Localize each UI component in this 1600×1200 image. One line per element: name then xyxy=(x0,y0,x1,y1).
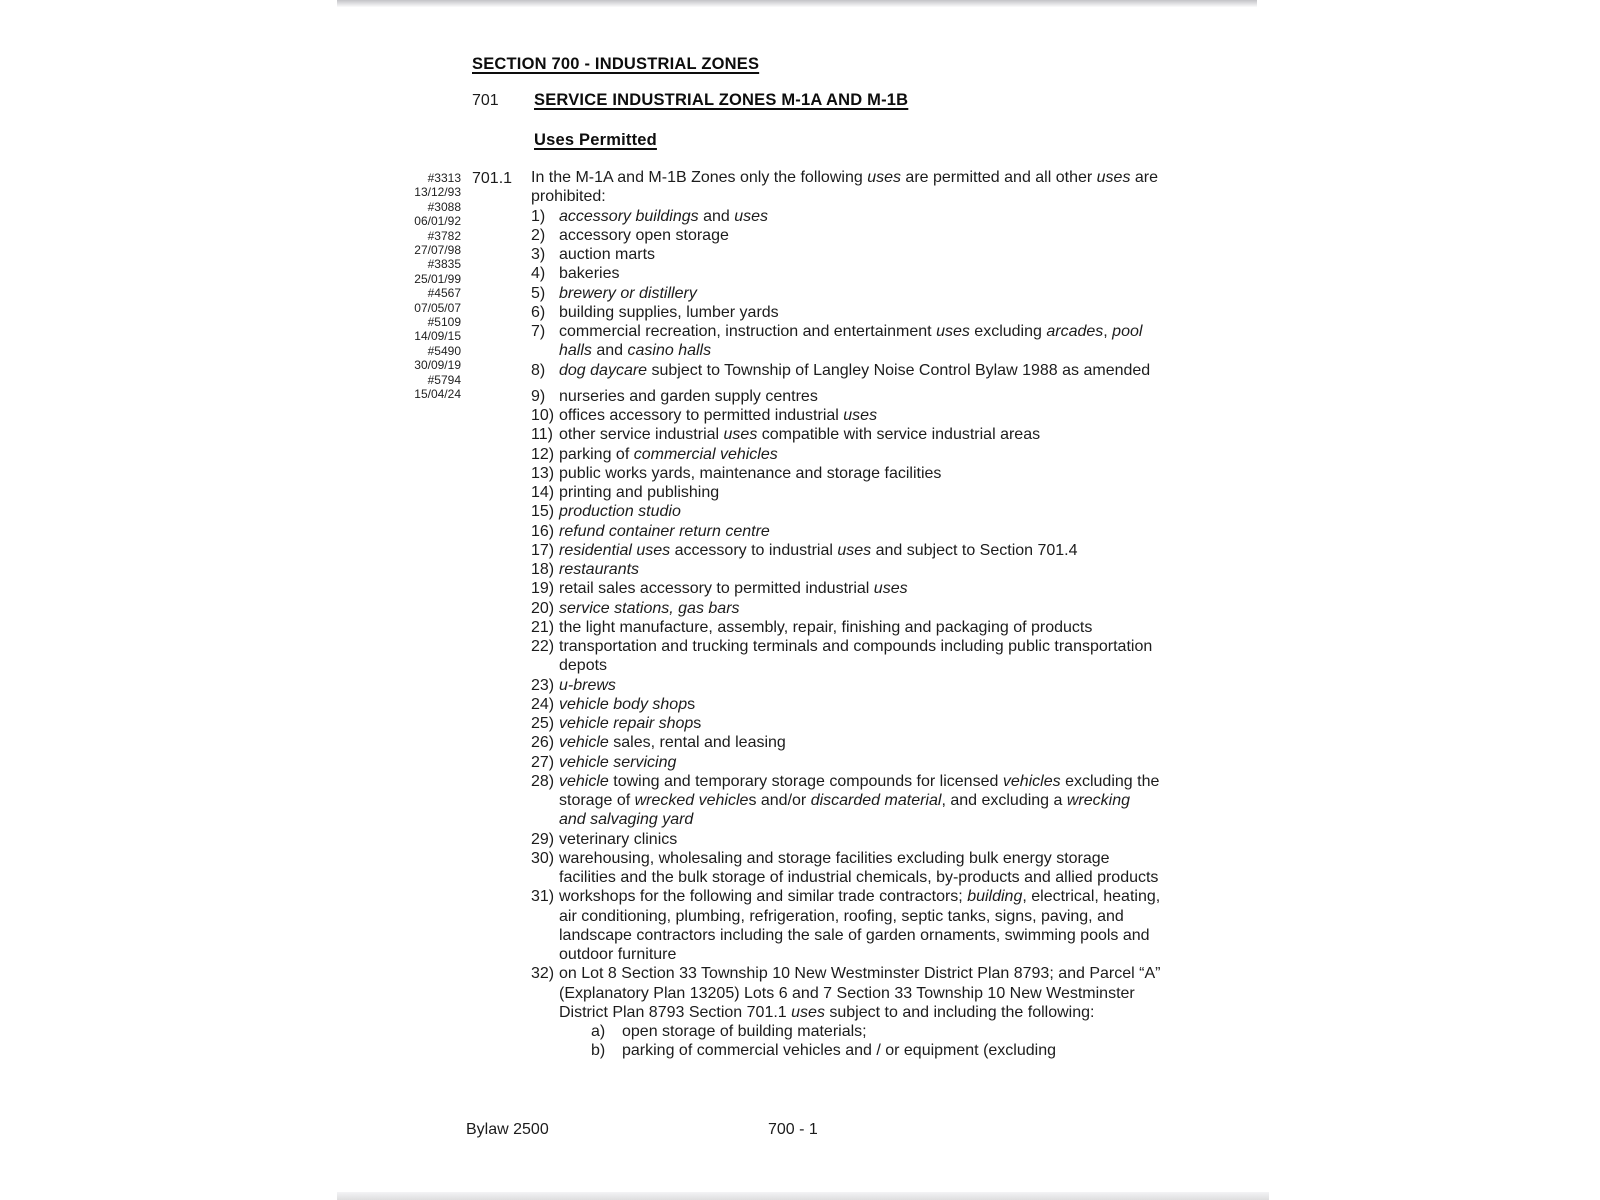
article-body xyxy=(531,168,1161,1061)
list-item-text: nurseries and garden supply centres xyxy=(559,387,818,405)
list-item-number: 5) xyxy=(531,284,546,302)
list-item-text: dog daycare subject to Township of Langley Noise Control Bylaw 1988 as amended xyxy=(559,361,1151,379)
list-item xyxy=(531,522,1161,541)
list-item-text: warehousing, wholesaling and storage facilities excluding bulk energy storage facilities and the bulk storage of industrial chemicals, by-products and allied products xyxy=(559,849,1159,886)
list-item-number: 14) xyxy=(531,484,555,501)
amendment-date: 15/04/24 xyxy=(414,387,461,402)
amendment-notes xyxy=(356,171,461,402)
amendment-date: 27/07/98 xyxy=(414,243,461,258)
amendment-ref: #3835 xyxy=(427,257,461,272)
list-item-text: production studio xyxy=(559,503,681,521)
list-item xyxy=(531,502,1161,521)
list-item-number: 9) xyxy=(531,387,546,405)
amendment-date: 25/01/99 xyxy=(414,271,461,286)
list-item-number: 23) xyxy=(531,676,555,694)
list-item-number: 32) xyxy=(531,965,555,983)
list-item-text: residential uses accessory to industrial uses and subject to Section 701.4 xyxy=(559,541,1078,559)
list-item xyxy=(531,772,1161,830)
list-item-text: on Lot 8 Section 33 Township 10 New Westminster District Plan 8793; and Parcel “A” (Explanatory Plan 13205) Lots 6 and 7 Section 33 Township 10 New Westminster District Plan 8793 Section 701.1 uses subject to and including the following: xyxy=(559,965,1161,1021)
list-item-number: 26) xyxy=(531,734,555,752)
list-item-text: the light manufacture, assembly, repair, finishing and packaging of products xyxy=(559,618,1093,636)
sub-list-item-text: parking of commercial vehicles and / or equipment (excluding xyxy=(622,1042,1056,1060)
list-item xyxy=(531,887,1161,964)
list-item-number: 24) xyxy=(531,695,555,713)
sub-list-item xyxy=(531,1041,1161,1060)
list-item-number: 22) xyxy=(531,638,555,655)
list-item xyxy=(531,560,1161,579)
uses-list xyxy=(531,207,1161,1061)
list-item xyxy=(531,245,1161,264)
amendment-date: 13/12/93 xyxy=(414,185,461,200)
list-item-number: 16) xyxy=(531,522,555,540)
list-item xyxy=(531,361,1161,380)
list-item-text: vehicle sales, rental and leasing xyxy=(559,734,786,752)
list-item xyxy=(531,830,1161,849)
list-item-number: 8) xyxy=(531,361,546,379)
sub-list-item-letter: a) xyxy=(591,1023,606,1040)
list-item-text: other service industrial uses compatible with service industrial areas xyxy=(559,426,1041,444)
list-item-text: service stations, gas bars xyxy=(559,599,740,617)
list-item-number: 3) xyxy=(531,246,546,263)
sub-list-item-letter: b) xyxy=(591,1042,606,1060)
list-item-text: refund container return centre xyxy=(559,522,770,540)
amendment-ref: #4567 xyxy=(427,286,461,301)
uses-permitted-heading: Uses Permitted xyxy=(534,131,657,149)
amendment-date: 07/05/07 xyxy=(414,300,461,315)
list-item xyxy=(531,676,1161,695)
amendment-ref: #3782 xyxy=(427,228,461,243)
list-item-text: vehicle repair shops xyxy=(559,715,702,732)
list-item-text: veterinary clinics xyxy=(559,830,678,848)
list-item-text: commercial recreation, instruction and entertainment uses excluding arcades, pool halls and casino halls xyxy=(559,323,1143,360)
list-item-text: workshops for the following and similar trade contractors; building, electrical, heating, air conditioning, plumbing, refrigeration, roofing, septic tanks, signs, paving, and landscape contractors including the sale of garden ornaments, swimming pools and outdoor furniture xyxy=(559,888,1161,963)
list-item-number: 29) xyxy=(531,830,555,848)
footer-page-number: 700 - 1 xyxy=(768,1121,818,1138)
list-item-number: 28) xyxy=(531,772,555,790)
section-heading: SECTION 700 - INDUSTRIAL ZONES xyxy=(472,55,760,73)
list-item-number: 21) xyxy=(531,618,555,636)
list-item-text: accessory open storage xyxy=(559,226,729,244)
list-item-text: u-brews xyxy=(559,676,616,694)
amendment-ref: #5490 xyxy=(427,343,461,358)
list-item-number: 2) xyxy=(531,226,546,244)
sub-list-item-text: open storage of building materials; xyxy=(622,1023,867,1040)
list-item xyxy=(531,849,1161,888)
list-item xyxy=(531,387,1161,406)
amendment-date: 30/09/19 xyxy=(414,358,461,373)
article-intro: In the M-1A and M-1B Zones only the following uses are permitted and all other uses are prohibited: xyxy=(531,169,1159,206)
list-item xyxy=(531,445,1161,464)
list-item xyxy=(531,579,1161,598)
list-item-number: 6) xyxy=(531,303,546,321)
list-item-number: 1) xyxy=(531,207,546,225)
list-item-text: vehicle servicing xyxy=(559,753,677,771)
list-item xyxy=(531,599,1161,618)
list-item-text: brewery or distillery xyxy=(559,284,697,302)
list-item xyxy=(531,425,1161,444)
list-item-text: parking of commercial vehicles xyxy=(559,445,778,463)
list-item-number: 12) xyxy=(531,445,555,463)
list-item-text: retail sales accessory to permitted industrial uses xyxy=(559,580,908,598)
list-item-number: 18) xyxy=(531,561,555,578)
list-item-number: 11) xyxy=(531,426,553,444)
list-item xyxy=(531,618,1161,637)
list-item xyxy=(531,733,1161,752)
article-number: 701.1 xyxy=(472,170,513,187)
list-item-text: restaurants xyxy=(559,561,640,578)
previous-page-edge xyxy=(337,0,1257,7)
next-page-edge xyxy=(337,1192,1269,1200)
amendment-date: 14/09/15 xyxy=(414,329,461,344)
list-item xyxy=(531,964,1161,1022)
list-item-text: public works yards, maintenance and storage facilities xyxy=(559,464,942,482)
list-item-number: 27) xyxy=(531,753,555,771)
list-item xyxy=(531,695,1161,714)
list-item-text: offices accessory to permitted industrial uses xyxy=(559,407,878,424)
list-item-text: building supplies, lumber yards xyxy=(559,303,779,321)
sub-list-item xyxy=(531,1022,1161,1041)
list-item-number: 17) xyxy=(531,541,555,559)
list-item xyxy=(531,464,1161,483)
list-item-number: 31) xyxy=(531,888,555,906)
list-item xyxy=(531,714,1161,733)
list-item-number: 25) xyxy=(531,715,555,732)
list-item xyxy=(531,637,1161,676)
list-item-number: 13) xyxy=(531,464,555,482)
list-item xyxy=(531,264,1161,283)
list-item xyxy=(531,541,1161,560)
list-item xyxy=(531,303,1161,322)
list-item-number: 4) xyxy=(531,265,546,283)
list-item-text: bakeries xyxy=(559,265,620,283)
list-item-text: accessory buildings and uses xyxy=(559,207,769,225)
clause-number: 701 xyxy=(472,92,499,109)
list-item-text: vehicle towing and temporary storage compounds for licensed vehicles excluding the storage of wrecked vehicles and/or discarded material, and excluding a wrecking and salvaging yard xyxy=(559,772,1160,829)
amendment-ref: #5109 xyxy=(427,315,461,330)
list-item-number: 20) xyxy=(531,599,555,617)
list-item-number: 15) xyxy=(531,503,555,521)
amendment-ref: #5794 xyxy=(427,372,461,387)
amendment-ref: #3088 xyxy=(427,199,461,214)
list-item xyxy=(531,753,1161,772)
footer-bylaw-label: Bylaw 2500 xyxy=(466,1121,549,1138)
list-item-text: printing and publishing xyxy=(559,484,720,501)
list-item-number: 19) xyxy=(531,580,555,598)
list-item xyxy=(531,207,1161,226)
list-item-number: 30) xyxy=(531,849,555,867)
list-item-number: 7) xyxy=(531,323,546,340)
amendment-date: 06/01/92 xyxy=(414,214,461,229)
list-item-text: auction marts xyxy=(559,246,656,263)
list-item xyxy=(531,226,1161,245)
list-item-text: vehicle body shops xyxy=(559,695,696,713)
list-item xyxy=(531,483,1161,502)
list-item-text: transportation and trucking terminals and compounds including public transportation depots xyxy=(559,638,1153,675)
amendment-ref: #3313 xyxy=(427,171,461,185)
list-item xyxy=(531,284,1161,303)
list-item-number: 10) xyxy=(531,407,555,424)
list-item xyxy=(531,322,1161,361)
clause-heading: SERVICE INDUSTRIAL ZONES M-1A AND M-1B xyxy=(534,91,909,109)
list-item xyxy=(531,406,1161,425)
